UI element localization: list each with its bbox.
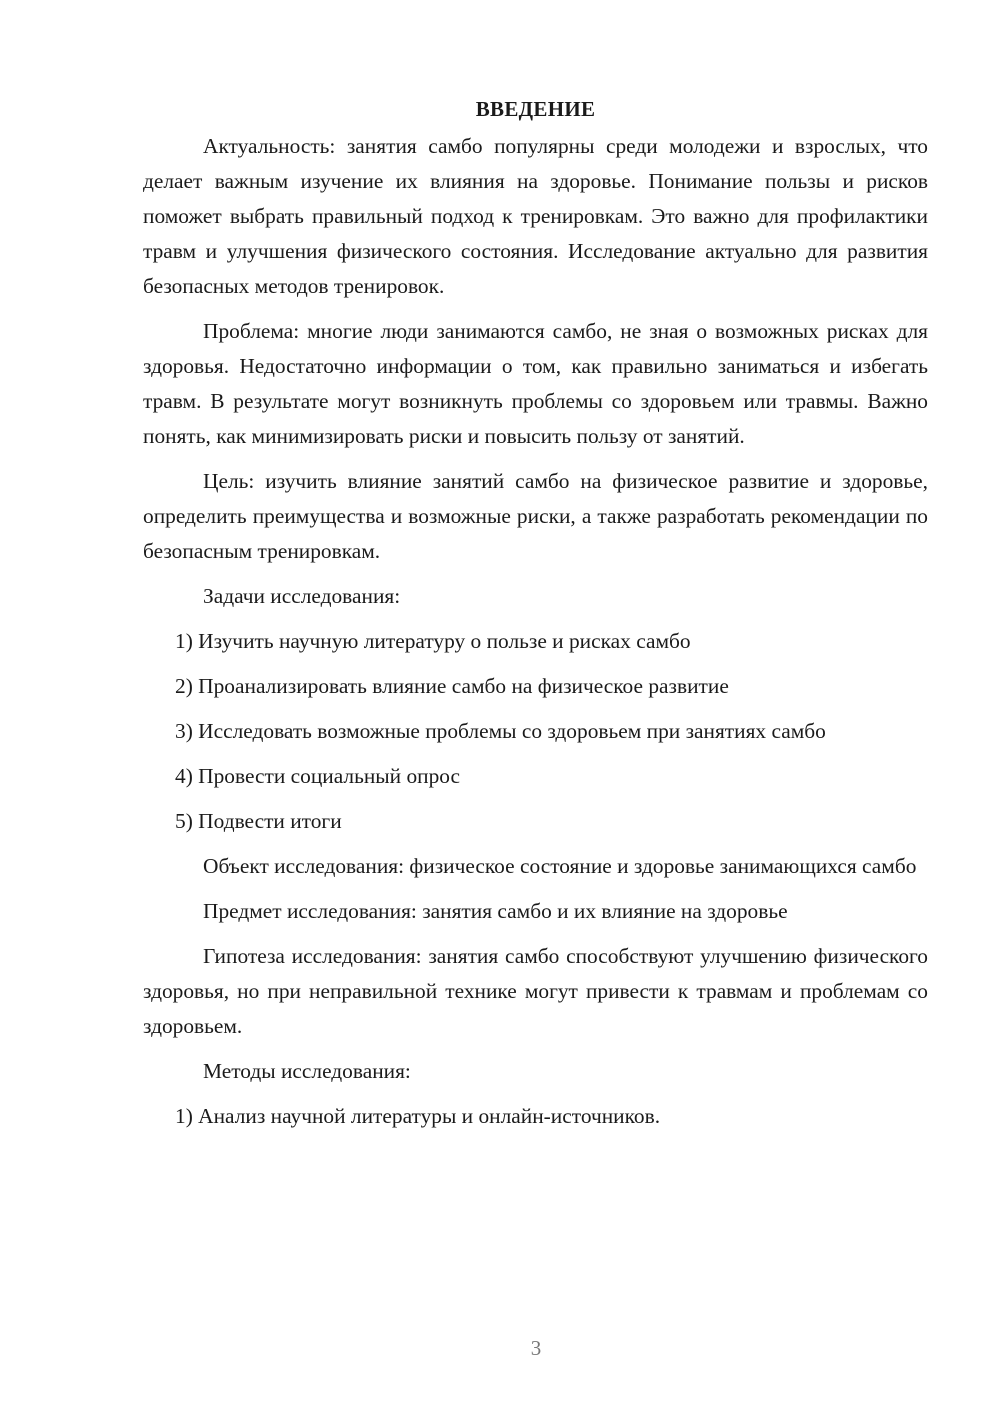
object-paragraph: Объект исследования: физическое состояние и здоровье занимающихся самбо — [203, 854, 917, 878]
subject-paragraph: Предмет исследования: занятия самбо и их влияние на здоровье — [203, 899, 788, 923]
section-title: ВВЕДЕНИЕ — [475, 97, 596, 121]
document-page — [143, 92, 928, 1134]
page-number: 3 — [530, 1336, 542, 1360]
relevance-paragraph: Актуальность: занятия самбо популярны среди молодежи и взрослых, что делает важным изучение их влияния на здоровье. Понимание пользы и рисков поможет выбрать правильный подход к тренировкам. Это важно для профилактики травм и улучшения физического состояния. Исследование актуально для развития безопасных методов тренировок. — [143, 134, 928, 298]
goal-paragraph: Цель: изучить влияние занятий самбо на физическое развитие и здоровье, определить преимущества и возможные риски, а также разработать рекомендации по безопасным тренировкам. — [143, 469, 928, 563]
task-item-1: 1) Изучить научную литературу о пользе и рисках самбо — [175, 629, 691, 653]
problem-paragraph: Проблема: многие люди занимаются самбо, не зная о возможных рисках для здоровья. Недостаточно информации о том, как правильно заниматься и избегать травм. В результате могут возникнуть проблемы со здоровьем или травмы. Важно понять, как минимизировать риски и повысить пользу от занятий. — [143, 319, 928, 448]
hypothesis-paragraph: Гипотеза исследования: занятия самбо способствуют улучшению физического здоровья, но при неправильной технике могут привести к травмам и проблемам со здоровьем. — [143, 944, 928, 1038]
task-item-3: 3) Исследовать возможные проблемы со здоровьем при занятиях самбо — [175, 719, 826, 743]
task-item-5: 5) Подвести итоги — [175, 809, 342, 833]
method-item-1: 1) Анализ научной литературы и онлайн-источников. — [175, 1104, 661, 1128]
methods-heading: Методы исследования: — [203, 1059, 411, 1083]
task-item-2: 2) Проанализировать влияние самбо на физическое развитие — [175, 674, 729, 698]
task-item-4: 4) Провести социальный опрос — [175, 764, 461, 788]
tasks-heading: Задачи исследования: — [203, 584, 401, 608]
